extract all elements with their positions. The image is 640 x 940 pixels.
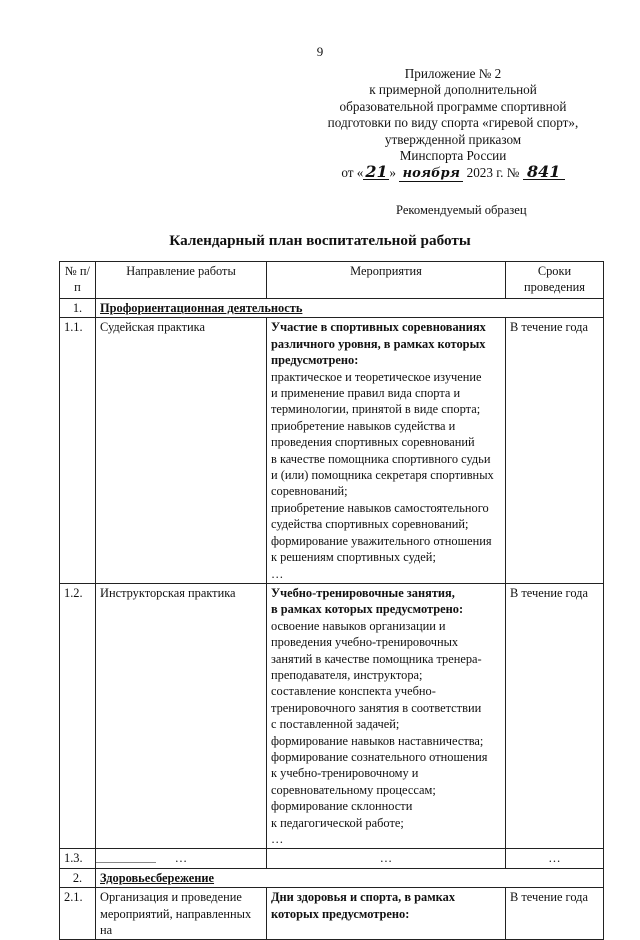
header-number: № п/п — [60, 262, 96, 299]
activity-line: соревнований; — [271, 484, 348, 499]
order-day: 21 — [365, 162, 388, 182]
header-direction: Направление работы — [96, 262, 267, 299]
activity-line: занятий в качестве помощника тренера- — [271, 651, 482, 666]
activity-line: с поставленной задачей; — [271, 717, 400, 732]
activity-line: и применение правил вида спорта и — [271, 386, 461, 401]
row-number: 1.1. — [60, 318, 96, 584]
activity-heading-line: Дни здоровья и спорта, в рамках — [271, 890, 456, 905]
order-number: 841 — [523, 164, 565, 180]
row-term: В течение года — [506, 888, 604, 940]
row-direction: Организация и проведение мероприятий, направленных на — [96, 888, 267, 940]
row-direction: Судейская практика — [96, 318, 267, 584]
sample-label: Рекомендуемый образец — [396, 203, 527, 217]
section-number: 1. — [60, 299, 96, 318]
activity-line: проведения учебно-тренировочных — [271, 635, 459, 650]
activity-line: освоение навыков организации и — [271, 618, 446, 633]
activity-line: к учебно-тренировочному и — [271, 766, 419, 781]
section-title: Профориентационная деятельность — [96, 299, 604, 318]
activity-line: и (или) помощника секретаря спортивных — [271, 468, 494, 483]
section-row — [60, 299, 604, 318]
activity-heading-line: Учебно-тренировочные занятия, — [271, 585, 455, 600]
activity-line: преподавателя, инструктора; — [271, 667, 423, 682]
table-header-row — [60, 262, 604, 299]
activity-line: формирование склонности — [271, 799, 413, 814]
header-activities: Мероприятия — [267, 262, 506, 299]
activity-line: формирование навыков наставничества; — [271, 733, 484, 748]
row-direction: … — [96, 849, 267, 868]
appendix-line: Приложение № 2 — [404, 66, 502, 81]
order-mid: » — [389, 165, 396, 181]
row-term: В течение года — [506, 318, 604, 584]
activity-line: … — [379, 851, 393, 866]
table-row — [60, 583, 604, 849]
activity-line: формирование уважительного отношения — [271, 533, 492, 548]
appendix-line: к примерной дополнительной — [369, 82, 537, 98]
activity-line: судейства спортивных соревнований; — [271, 517, 469, 532]
table-row — [60, 888, 604, 940]
section-title: Здоровьесбережение — [96, 868, 604, 887]
appendix-line: Минспорта России — [399, 148, 507, 164]
activity-heading-line: предусмотрено: — [271, 353, 359, 368]
activity-heading-line: которых предусмотрено: — [271, 906, 410, 921]
row-activities — [267, 888, 506, 940]
activity-line: приобретение навыков судейства и — [271, 418, 456, 433]
activity-line: соревновательному процессам; — [271, 782, 436, 797]
row-activities — [267, 849, 506, 868]
activity-heading-line: в рамках которых предусмотрено: — [271, 602, 464, 617]
row-term: … — [506, 849, 604, 868]
section-row — [60, 868, 604, 887]
activity-line: проведения спортивных соревнований — [271, 435, 475, 450]
table-row — [60, 849, 604, 868]
activity-line: формирование сознательного отношения — [271, 749, 488, 764]
section-number: 2. — [60, 868, 96, 887]
activity-line: к решениям спортивных судей; — [271, 550, 436, 565]
order-line — [300, 164, 606, 182]
activity-line: в качестве помощника спортивного судьи — [271, 451, 491, 466]
appendix-line: утвержденной приказом — [384, 131, 522, 147]
activity-line: практическое и теоретическое изучение — [271, 369, 482, 384]
row-number: 1.3. — [60, 849, 96, 868]
row-activities — [267, 583, 506, 849]
activity-line: терминологии, принятой в виде спорта; — [271, 402, 481, 417]
appendix-line: образовательной программе спортивной — [339, 98, 567, 114]
order-year: 2023 г. № — [466, 165, 520, 181]
header-term: Сроки проведения — [506, 262, 604, 299]
row-number: 2.1. — [60, 888, 96, 940]
plan-table — [59, 261, 604, 940]
activity-line: приобретение навыков самостоятельного — [271, 500, 489, 515]
appendix-block — [300, 66, 606, 182]
activity-heading-line: Участие в спортивных соревнованиях — [271, 320, 486, 335]
table-body — [60, 299, 604, 940]
row-number: 1.2. — [60, 583, 96, 849]
order-prefix: от « — [341, 165, 364, 181]
activity-line: составление конспекта учебно- — [271, 684, 436, 699]
table-row — [60, 318, 604, 584]
activity-line: тренировочного занятия в соответствии — [271, 700, 482, 715]
activity-line: к педагогической работе; — [271, 815, 404, 830]
row-activities — [267, 318, 506, 584]
order-month: ноября — [399, 166, 463, 182]
activity-line: … — [271, 832, 284, 846]
footer-rule — [96, 862, 156, 863]
page-number: 9 — [316, 44, 324, 59]
row-direction: Инструкторская практика — [96, 583, 267, 849]
activity-line: … — [271, 566, 284, 581]
document-title: Календарный план воспитательной работы — [169, 232, 471, 249]
activity-heading-line: различного уровня, в рамках которых — [271, 336, 486, 351]
appendix-line: подготовки по виду спорта «гиревой спорт», — [327, 115, 579, 131]
row-term: В течение года — [506, 583, 604, 849]
